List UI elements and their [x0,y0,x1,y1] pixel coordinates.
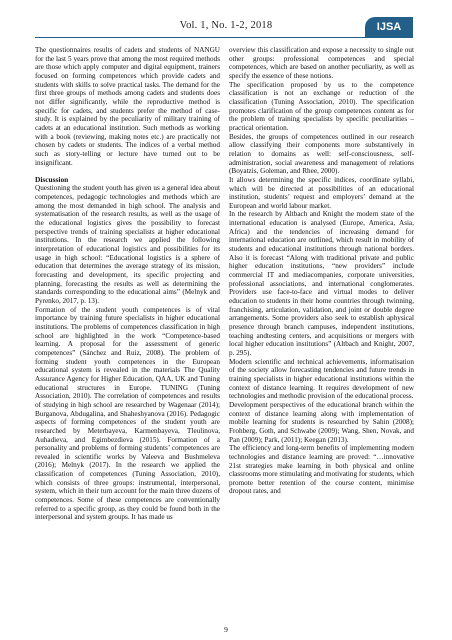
paragraph-distance-learning: Modern scientific and technical achievements, informatisation of the society allow forecasting tendencies and future trends in training specialists in higher educational institutions within the context of distance learning. It requires development of new technologies and methodic provision of the educational process. [229,357,414,401]
header-rule [35,37,413,38]
left-column [35,46,220,522]
section-heading-discussion: Discussion [35,174,69,184]
paragraph-logistics: Questioning the student youth has given us a general idea about competences, pedagogic technologies and methods which are among the most demanded in high school. The analysis and systematisation of the research results, as well as the usage of the educational logistics gives the possibility to forecast perspective trends of training specialists at higher educational institutions. In the research we applied the following interpretation of educational logistics and possibilities for its usage in high school: “Educational logistics is a sphere of education that determines the average strategy of its mission, forecasting and development, its specific projecting and planning, forecasting the results as well as determining the standards corresponding to the educational aims” (Melnyk and Pyrenko, 2017, p. 13). [35,184,220,306]
paragraph-altbach-knight: In the research by Altbach and Knight the modern state of the international education is analysed (Europe, America, Asia, Africa) and the tendencies of increasing demand for international education are outlined, which result in mobility of students and educational institutions through national borders. Also it is forecast “Along with traditional private and public higher education institutions, “new providers” include commercial IT and mediacompanies, corporate universities, professional associations, and international conglomerates. Providers use face-to-face and virtual modes to deliver education to students in their home countries through twinning, franchising, articulation, validation, and joint or double degree arrangements. Some providers also seek to establish aphysical presence through branch campuses, independent institutions, teaching andtesting centers, and acquisitions or mergers with local higher education institutions” (Altbach and Knight, 2007, p. 295). [229,210,414,357]
paragraph-competences: Formation of the student youth competences is of vital importance by training future specialists in higher educational institutions. The problems of competences classification in high school are highlighted in the work “Competence-based learning. A proposal for the assessment of generic competences” (Sánchez and Ruiz, 2008). The problem of forming student youth competences in the European educational system is revealed in the materials The Quality Assurance Agency for Higher Education, QAA, UK and Tuning educational structures in Europe. TUNING (Tuning Association, 2010). The correlation of competences and results of studying in high school are researched by Wagenaar (2014); Burganova, Abdugalina, and Shaheshyanova (2016). Pedagogic aspects of forming competences of the student youth are researched by Meterbayeva, Karmenbayeva, Tleulinova, Auhadieva, and Egimbezdieva (2015). Formation of a personality and problems of forming students’ competences are revealed in scientific works by Valeeva and Bushmeleva (2016); Melnyk (2017). In the research we applied the classification of competences (Tuning Association, 2010), which consists of three groups: instrumental, interpersonal, system, which in their turn account for the main three dozens of competences. Some of these competences are conventionally referred to a specific group, as they could be found both in the interpersonal and system groups. It has made us [35,305,220,522]
paragraph-overview: overview this classification and expose a necessity to single out other groups: professional competences and special competences, which are based on another peculiarity, as well as specify the essence of these notions. [229,46,414,80]
right-column [229,46,414,496]
journal-volume: Vol. 1, No. 1-2, 2018 [179,20,273,31]
paragraph-efficiency: The efficiency and long-term benefits of implementing modern technologies and distance learning are proved: “…innovative 21st strategies make learning in both physical and online classrooms more stimulating and motivating for students, which promote better retention of the course content, minimise dropout rates, and [229,444,414,496]
journal-badge: IJSA [365,17,413,37]
page-number: 9 [224,625,228,634]
paragraph-specification: The specification proposed by us to the competence classification is not an exchange or reduction of the classification (Tuning Association, 2010). The specification promotes clarification of the group competences content as for the problem of training specialists by specific peculiarities – practical orientation. [229,80,414,132]
running-header [0,0,452,40]
paragraph-questionnaire: The questionnaires results of cadets and students of NANGU for the last 5 years prove that among the most required methods are those which apply computer and digital equipment, trainers focused on forming competences which provide cadets and students with skills to solve practical tasks. The demand for the first three groups of methods among cadets and students does not differ significantly, while the reproductive method is specific for cadets, and students prefer the method of case-study. It is explained by the peculiarity of military training of cadets at an educational institution. Such methods as working with a book (reviewing, making notes etc.) are practically not chosen by cadets or students. The indices of a verbal method such as story-telling or lecture have turned out to be insignificant. [35,46,220,167]
paragraph-indices: It allows determining the specific indices, coordinate syllabi, which will be directed at possibilities of an educational institution, students’ request and employers’ demand at the European and world labour market. [229,175,414,210]
paragraph-mobile-learning: Development perspectives of the educational branch within the context of distance learning along with implementation of mobile learning for students is researched by Sahin (2008); Frohberg, Goth, and Schwabe (2009); Wang, Shen, Novak, and Pan (2009); Park, (2011); Keegan (2013). [229,400,414,444]
paragraph-domains: Besides, the groups of competences outlined in our research allow classifying their components more substantively in relation to domains as well: self-consciousness, self-administration, social awareness and management of relations (Boyatzis, Goleman, and Rhee, 2000). [229,132,414,176]
